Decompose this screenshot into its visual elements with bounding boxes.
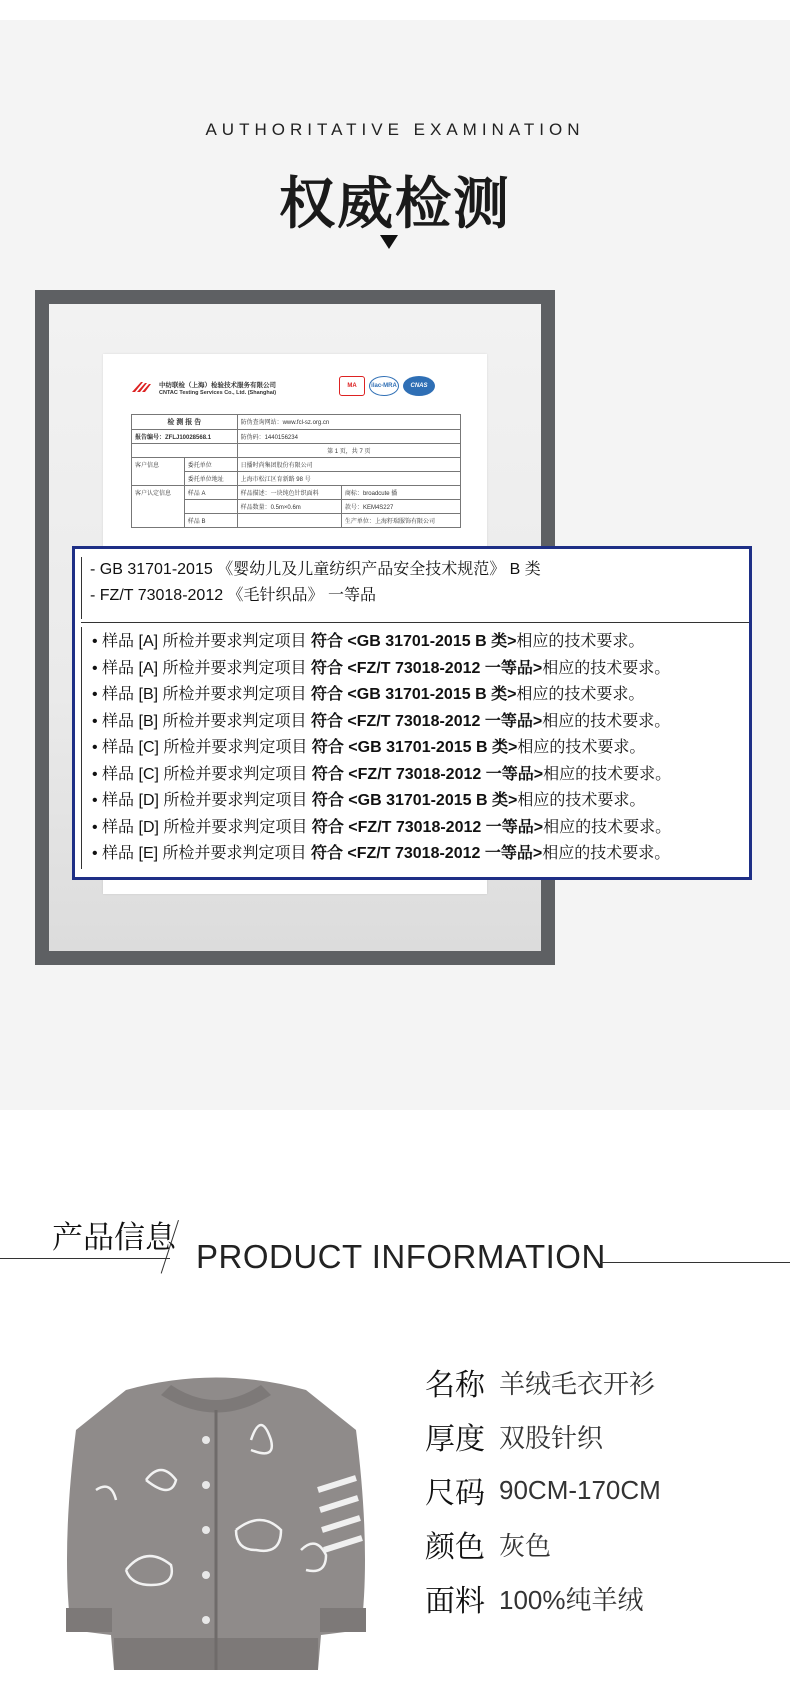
spec-label: 厚度	[425, 1423, 485, 1456]
spec-value: 100%纯羊绒	[499, 1584, 644, 1615]
client-unit-value: 日播时尚集团股份有限公司	[237, 458, 460, 472]
spec-label: 名称	[425, 1369, 485, 1402]
examination-subtitle: AUTHORITATIVE EXAMINATION	[205, 120, 585, 139]
result-item: • 样品 [C] 所检并要求判定项目 符合 <GB 31701-2015 B 类>相应的技术要求。	[92, 739, 646, 756]
product-info-title-cn: 产品信息	[52, 1220, 176, 1255]
spec-value: 羊绒毛衣开衫	[499, 1368, 656, 1399]
report-number: 报告编号：ZFLJ10028568.1	[132, 430, 238, 444]
anti-fake-code: 防伪码：1440156234	[237, 430, 460, 444]
client-addr-value: 上海市松江区育新路 98 号	[237, 472, 460, 486]
report-org-en: CNTAC Testing Services Co., Ltd. (Shanghai)	[159, 390, 277, 396]
result-item: • 样品 [B] 所检并要求判定项目 符合 <GB 31701-2015 B 类>相应的技术要求。	[92, 686, 645, 703]
report-table	[131, 414, 461, 528]
sample-b-label: 样品 B	[184, 514, 237, 528]
result-item: • 样品 [A] 所检并要求判定项目 符合 <FZ/T 73018-2012 一等品>相应的技术要求。	[92, 659, 671, 677]
maker: 生产单位：上海籽瑞服饰有限公司	[341, 514, 460, 528]
report-org-cn: 中纺联检（上海）检验技术服务有限公司	[159, 382, 276, 389]
client-unit-label: 委托单位	[184, 458, 237, 472]
report-header	[131, 376, 461, 406]
arrow-down-icon	[380, 235, 398, 249]
product-info-title-en: PRODUCT INFORMATION	[196, 1238, 606, 1275]
spec-label: 面料	[425, 1585, 485, 1618]
spec-row-color	[425, 1517, 785, 1571]
heading-rule-left	[0, 1258, 170, 1259]
spec-row-thickness	[425, 1409, 785, 1463]
page-info: 第 1 页，共 7 页	[237, 444, 460, 458]
spec-value: 灰色	[499, 1530, 552, 1561]
product-spec-list	[425, 1355, 785, 1625]
client-info-label: 客户信息	[132, 458, 185, 486]
brand: 商标：broadcute 播	[341, 486, 460, 500]
cntac-logo-icon	[131, 380, 153, 394]
results-list	[81, 627, 749, 869]
spec-row-material	[425, 1571, 785, 1625]
style-no: 款号：KEM4S227	[341, 500, 460, 514]
heading-rule-right	[600, 1262, 790, 1263]
result-item: • 样品 [B] 所检并要求判定项目 符合 <FZ/T 73018-2012 一等品>相应的技术要求。	[92, 712, 671, 730]
client-confirm-label: 客户认定信息	[132, 486, 185, 528]
spec-row-name	[425, 1355, 785, 1409]
cardigan-product-image	[56, 1370, 376, 1670]
spec-row-size	[425, 1463, 785, 1517]
spec-label: 尺码	[425, 1477, 485, 1510]
result-item: • 样品 [D] 所检并要求判定项目 符合 <FZ/T 73018-2012 一等品>相应的技术要求。	[92, 818, 672, 836]
report-title: 检 测 报 告	[132, 415, 238, 430]
client-addr-label: 委托单位地址	[184, 472, 237, 486]
result-item: • 样品 [A] 所检并要求判定项目 符合 <GB 31701-2015 B 类>相应的技术要求。	[92, 633, 645, 650]
standard-item: - GB 31701-2015 《婴幼儿及儿童纺织产品安全技术规范》 B 类	[90, 561, 541, 578]
spec-label: 颜色	[425, 1531, 485, 1564]
result-item: • 样品 [E] 所检并要求判定项目 符合 <FZ/T 73018-2012 一等品>相应的技术要求。	[92, 845, 671, 862]
results-overlay	[72, 546, 752, 880]
spec-value: 双股针织	[499, 1422, 604, 1453]
spec-value: 90CM-170CM	[499, 1474, 661, 1505]
standard-item: - FZ/T 73018-2012 《毛针织品》 一等品	[90, 587, 377, 604]
anti-fake-site: 防伪查询网站：www.fcl-sz.org.cn	[237, 415, 460, 430]
product-info-heading	[0, 1210, 790, 1275]
cma-mark-icon: MA	[339, 376, 365, 396]
overlay-divider	[81, 622, 749, 623]
sample-desc: 样品描述：一块纯色针织面料	[237, 486, 341, 500]
cnas-mark-icon: CNAS	[403, 376, 435, 396]
sample-qty: 样品数量：0.5m×0.6m	[237, 500, 341, 514]
sample-a-label: 样品 A	[184, 486, 237, 500]
result-item: • 样品 [D] 所检并要求判定项目 符合 <GB 31701-2015 B 类>相应的技术要求。	[92, 792, 646, 809]
standards-list	[81, 557, 741, 619]
ilac-mark-icon: ilac-MRA	[369, 376, 399, 396]
result-item: • 样品 [C] 所检并要求判定项目 符合 <FZ/T 73018-2012 一等品>相应的技术要求。	[92, 765, 672, 783]
cert-marks	[339, 376, 435, 396]
examination-title: 权威检测	[279, 172, 511, 235]
